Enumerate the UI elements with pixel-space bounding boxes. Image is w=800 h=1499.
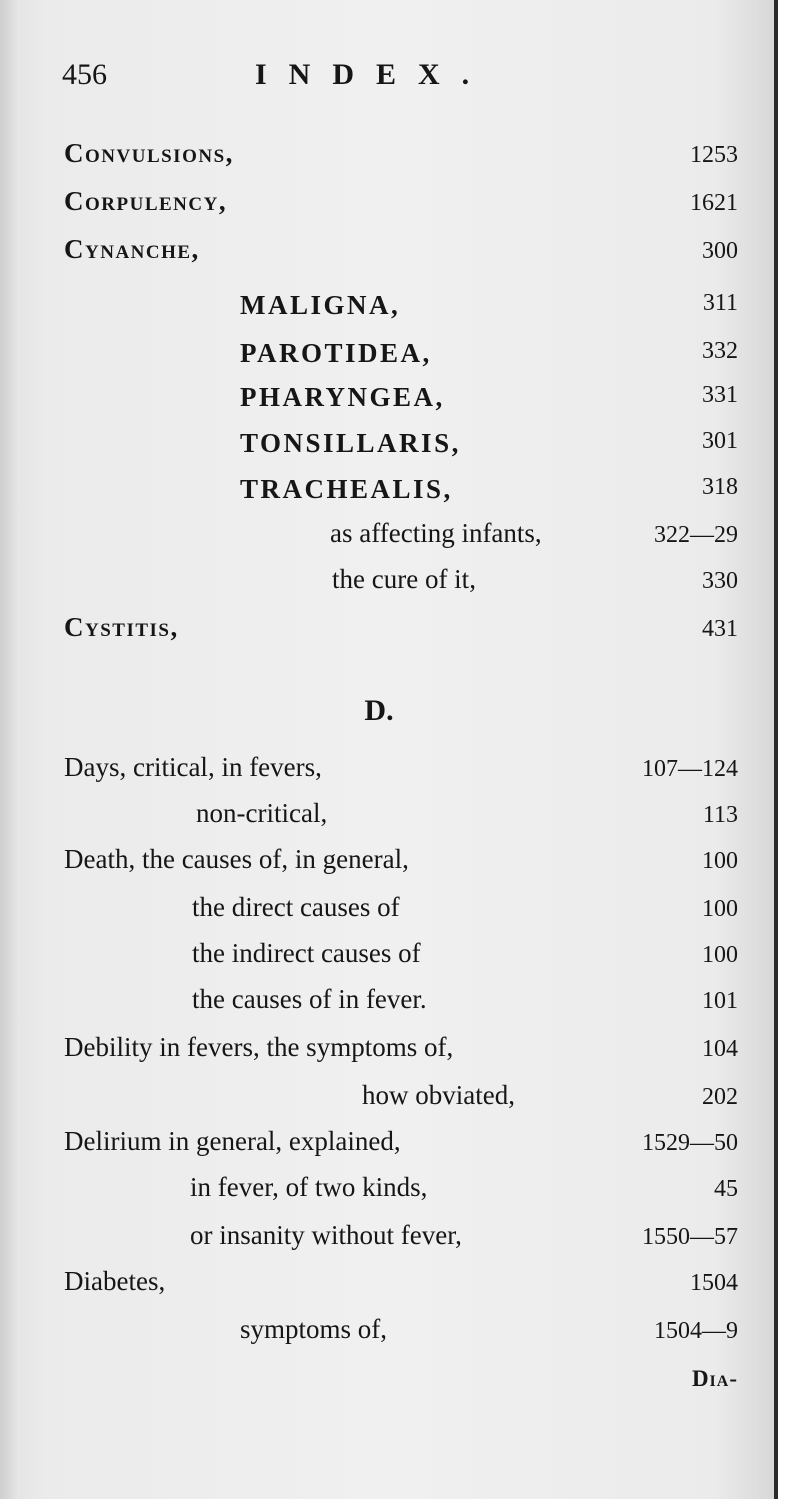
entry-page: 300 (702, 238, 738, 264)
index-subentry (0, 470, 778, 510)
entry-term: TRACHEALIS, (240, 474, 453, 504)
entry-term: the direct causes of (192, 892, 400, 922)
entry-term: Convulsions, (64, 138, 234, 168)
entry-page: 1504—9 (654, 1318, 738, 1344)
index-subentry (0, 892, 778, 932)
entry-term: Cystitis, (64, 612, 179, 642)
entry-term: Diabetes, (64, 1266, 166, 1296)
entry-page: 100 (702, 896, 738, 922)
entry-term: the indirect causes of (192, 938, 421, 968)
index-subentry (0, 798, 778, 838)
entry-page: 431 (702, 616, 738, 642)
entry-term: non-critical, (196, 798, 328, 828)
catchword: Dia- (691, 1366, 738, 1391)
index-entry (0, 1266, 778, 1306)
entry-page: 107—124 (642, 756, 738, 782)
entry-term: PAROTIDEA, (240, 338, 432, 368)
entry-page: 301 (702, 428, 738, 454)
entry-term: the cure of it, (332, 564, 476, 594)
entry-term: in fever, of two kinds, (190, 1172, 428, 1202)
entry-term: Days, critical, in fevers, (64, 752, 322, 782)
index-subentry (0, 1220, 778, 1260)
index-subentry (0, 334, 778, 374)
section-heading (0, 694, 778, 728)
entry-term: TONSILLARIS, (240, 428, 461, 458)
index-entry (0, 138, 778, 178)
entry-page: 311 (702, 290, 738, 316)
entry-term: Debility in fevers, the symptoms of, (64, 1032, 454, 1062)
entry-term: Delirium in general, explained, (64, 1126, 401, 1156)
running-header (0, 58, 778, 98)
index-subentry (0, 1314, 778, 1354)
entry-term: Corpulency, (64, 186, 228, 216)
entry-page: 101 (702, 988, 738, 1014)
entry-page: 332 (702, 338, 738, 364)
entry-term: MALIGNA, (240, 290, 401, 320)
entry-page: 1504 (690, 1270, 738, 1296)
entry-page: 45 (714, 1176, 738, 1202)
index-subentry (0, 518, 778, 558)
entry-page: 330 (702, 568, 738, 594)
entry-page: 318 (702, 474, 738, 500)
entry-term: the causes of in fever. (192, 984, 427, 1014)
index-entry (0, 234, 778, 274)
index-entry (0, 844, 778, 884)
entry-term: or insanity without fever, (190, 1220, 462, 1250)
index-entry (0, 1032, 778, 1072)
entry-page: 202 (702, 1084, 738, 1110)
entry-page: 100 (702, 848, 738, 874)
entry-page: 113 (702, 802, 738, 828)
entry-page: 100 (702, 942, 738, 968)
index-entry (0, 1126, 778, 1166)
entry-page: 1253 (690, 142, 738, 168)
entry-page: 104 (702, 1036, 738, 1062)
entry-term: as affecting infants, (330, 518, 542, 548)
entry-page: 1529—50 (642, 1130, 738, 1156)
index-subentry (0, 984, 778, 1024)
running-title: INDEX. (255, 58, 492, 91)
index-subentry (0, 564, 778, 604)
entry-term: how obviated, (362, 1080, 515, 1110)
index-entry (0, 612, 778, 652)
index-subentry (0, 938, 778, 978)
page-number: 456 (62, 58, 107, 91)
entry-term: symptoms of, (240, 1314, 388, 1344)
entry-page: 1621 (690, 190, 738, 216)
section-letter: D. (364, 694, 394, 727)
index-subentry (0, 1080, 778, 1120)
index-subentry (0, 424, 778, 464)
entry-page: 331 (702, 382, 738, 408)
entry-term: Death, the causes of, in general, (64, 844, 409, 874)
entry-term: Cynanche, (64, 234, 200, 264)
entry-page: 322—29 (654, 522, 738, 548)
index-subentry (0, 1172, 778, 1212)
index-entry (0, 752, 778, 792)
entry-page: 1550—57 (642, 1224, 738, 1250)
entry-term: PHARYNGEA, (240, 382, 445, 412)
index-subentry (0, 378, 778, 418)
index-entry (0, 186, 778, 226)
index-subentry (0, 286, 778, 326)
